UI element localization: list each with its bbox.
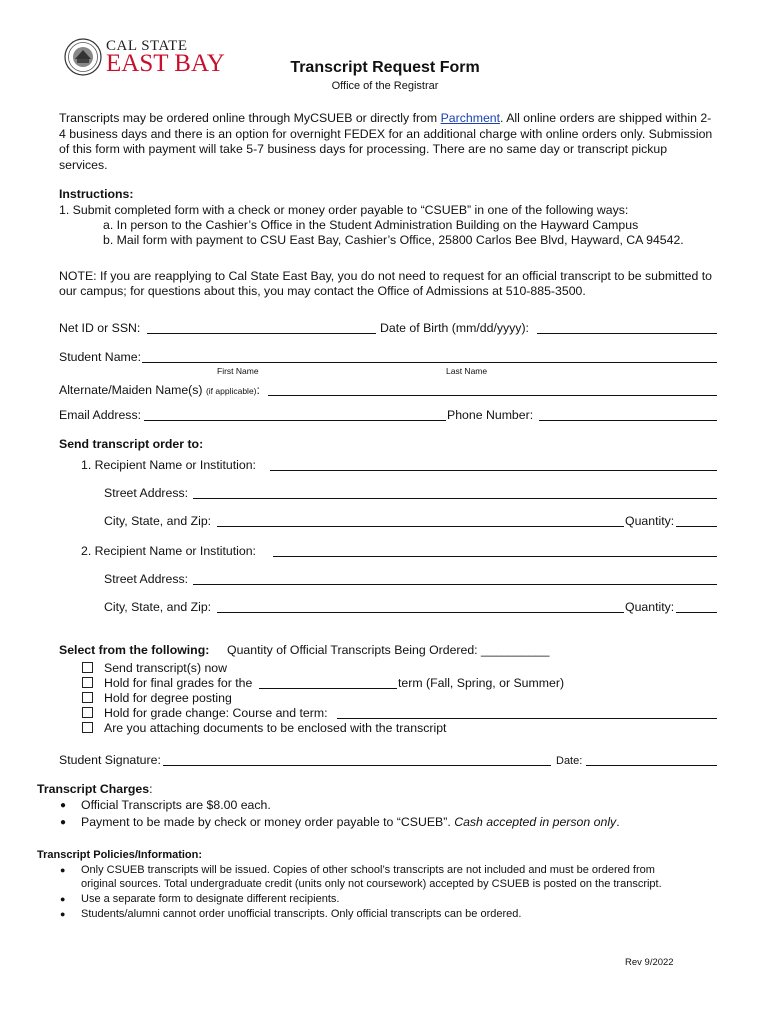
recipient-2-field[interactable] xyxy=(273,556,717,557)
note-line-2: our campus; for questions about this, you may contact the Office of Admissions at 510-885-3500. xyxy=(59,284,586,298)
page-title: Transcript Request Form xyxy=(290,59,480,76)
logo-line2: EAST BAY xyxy=(106,50,225,77)
recipient-1-field[interactable] xyxy=(270,470,717,471)
instructions-heading: Instructions: xyxy=(59,187,134,201)
date-label: Date: xyxy=(556,755,583,767)
bullet-icon: ● xyxy=(60,817,67,828)
student-name-field[interactable] xyxy=(142,362,717,363)
quantity-2-label: Quantity: xyxy=(625,600,675,614)
signature-label: Student Signature: xyxy=(59,753,161,767)
phone-label: Phone Number: xyxy=(447,408,534,422)
alt-name-field[interactable] xyxy=(268,395,717,396)
checkbox-hold-final-grades[interactable] xyxy=(82,677,93,688)
bullet-icon: ● xyxy=(60,865,66,875)
signature-field[interactable] xyxy=(163,765,551,766)
email-label: Email Address: xyxy=(59,408,142,422)
alt-name-colon: : xyxy=(256,383,260,397)
net-id-label: Net ID or SSN: xyxy=(59,321,141,335)
date-field[interactable] xyxy=(586,765,717,766)
quantity-1-field[interactable] xyxy=(676,526,717,527)
email-field[interactable] xyxy=(144,420,446,421)
charges-item-1: Official Transcripts are $8.00 each. xyxy=(81,798,271,812)
option-hold-grade-change: Hold for grade change: Course and term: xyxy=(104,706,328,720)
select-heading: Select from the following: xyxy=(59,643,210,657)
last-name-caption: Last Name xyxy=(446,366,488,376)
intro-text-3: 4 business days and there is an option for overnight FEDEX for an additional charge with online orders only. Submission xyxy=(59,126,713,141)
city-1-label: City, State, and Zip: xyxy=(104,514,212,528)
bullet-icon: ● xyxy=(60,800,67,811)
page-subtitle: Office of the Registrar xyxy=(331,80,439,92)
quantity-1-label: Quantity: xyxy=(625,514,675,528)
course-term-field[interactable] xyxy=(337,718,717,719)
term-field[interactable] xyxy=(259,688,397,689)
dob-label: Date of Birth (mm/dd/yyyy): xyxy=(380,321,529,335)
policies-heading: Transcript Policies/Information: xyxy=(37,849,203,861)
city-2-label: City, State, and Zip: xyxy=(104,600,212,614)
policy-item-3: Students/alumni cannot order unofficial transcripts. Only official transcripts can be ordered. xyxy=(81,908,522,920)
bullet-icon: ● xyxy=(60,909,66,919)
checkbox-send-now[interactable] xyxy=(82,662,93,673)
city-1-field[interactable] xyxy=(217,526,624,527)
option-send-now: Send transcript(s) now xyxy=(104,661,228,675)
if-applicable-note: (if applicable) xyxy=(205,386,257,396)
intro-text-2: . All online orders are shipped within 2- xyxy=(500,111,712,125)
option-hold-degree: Hold for degree posting xyxy=(104,691,232,705)
net-id-field[interactable] xyxy=(147,333,376,334)
checkbox-attach-docs[interactable] xyxy=(82,722,93,733)
city-2-field[interactable] xyxy=(217,612,624,613)
charges-item-2: Payment to be made by check or money order payable to “CSUEB”. Cash accepted in person only. xyxy=(81,815,620,829)
intro-text-1: Transcripts may be ordered online through MyCSUEB or directly from xyxy=(59,111,441,125)
student-name-label: Student Name: xyxy=(59,350,142,364)
policy-item-2: Use a separate form to designate different recipients. xyxy=(81,893,340,905)
dob-field[interactable] xyxy=(537,333,717,334)
first-name-caption: First Name xyxy=(217,366,259,376)
street-1-label: Street Address: xyxy=(104,486,189,500)
alt-name-label: Alternate/Maiden Name(s) (if applicable): xyxy=(59,383,260,397)
charges-colon: : xyxy=(149,782,153,796)
instruction-item-1a: a. In person to the Cashier’s Office in the Student Administration Building on the Hayward Campus xyxy=(103,218,639,232)
instruction-item-1: 1. Submit completed form with a check or money order payable to “CSUEB” in one of the following ways: xyxy=(59,203,629,217)
checkbox-hold-grade-change[interactable] xyxy=(82,707,93,718)
logo-line1: CAL STATE xyxy=(106,38,188,54)
intro-paragraph xyxy=(59,111,712,173)
option-term-text: term (Fall, Spring, or Summer) xyxy=(398,676,565,690)
recipient-1-label: 1. Recipient Name or Institution: xyxy=(81,458,256,472)
note-line-1: NOTE: If you are reapplying to Cal State East Bay, you do not need to request for an official transcript to be submitted to xyxy=(59,269,713,283)
bullet-icon: ● xyxy=(60,894,66,904)
intro-text-5: services. xyxy=(59,157,108,172)
checkbox-hold-degree[interactable] xyxy=(82,692,93,703)
policy-item-1-line-1: Only CSUEB transcripts will be issued. Copies of other school’s transcripts are not included and must be ordered from xyxy=(81,864,655,876)
street-1-field[interactable] xyxy=(193,498,717,499)
send-heading: Send transcript order to: xyxy=(59,437,204,451)
street-2-label: Street Address: xyxy=(104,572,189,586)
parchment-link[interactable]: Parchment xyxy=(440,111,501,125)
option-hold-final-grades: Hold for final grades for the xyxy=(104,676,253,690)
phone-field[interactable] xyxy=(539,420,717,421)
instruction-item-1b: b. Mail form with payment to CSU East Bay, Cashier’s Office, 25800 Carlos Bee Blvd, Hayward, CA 94542. xyxy=(103,233,684,247)
charges-heading: Transcript Charges: xyxy=(37,782,153,796)
option-attach-docs: Are you attaching documents to be enclosed with the transcript xyxy=(104,721,447,735)
official-quantity-text: Quantity of Official Transcripts Being Ordered: __________ xyxy=(227,643,550,657)
recipient-2-label: 2. Recipient Name or Institution: xyxy=(81,544,256,558)
street-2-field[interactable] xyxy=(193,584,717,585)
quantity-2-field[interactable] xyxy=(676,612,717,613)
intro-text-4: of this form with payment will take 5-7 business days for processing. There are no same day or transcript pickup xyxy=(59,142,668,157)
revision-label: Rev 9/2022 xyxy=(625,957,674,968)
cash-note: Cash accepted in person only xyxy=(454,815,617,829)
policy-item-1-line-2: original sources. Total undergraduate credit (units only not coursework) accepted by CSUEB is posted on the transcript. xyxy=(81,878,662,890)
